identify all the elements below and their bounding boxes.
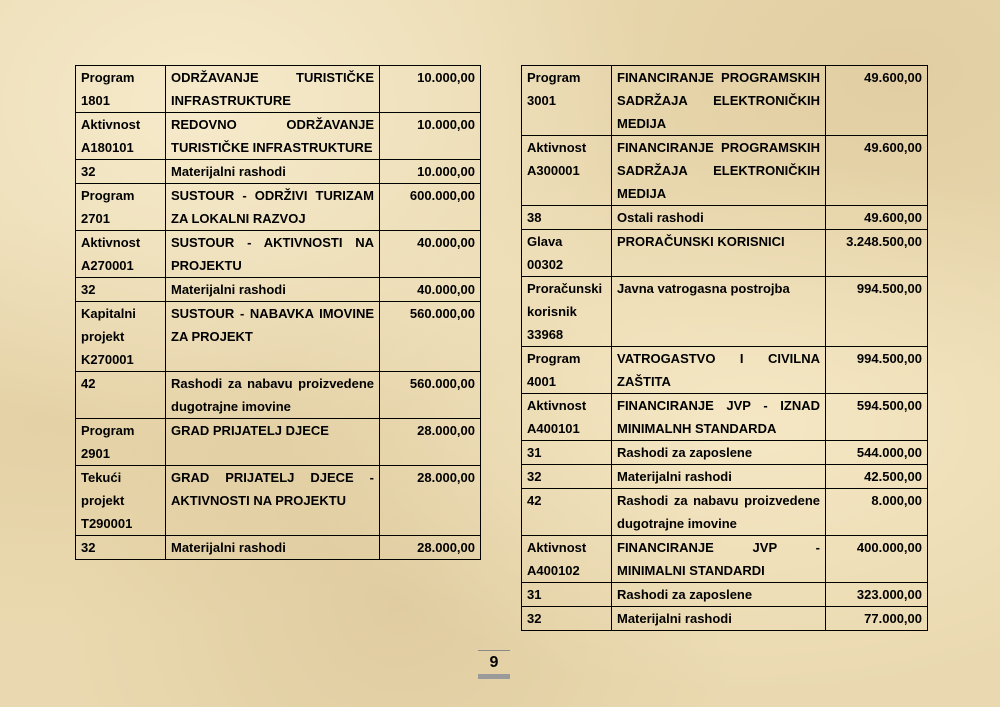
row-code-cell: [522, 607, 612, 631]
row-code-line: 31: [527, 445, 542, 460]
row-code-line: A270001: [81, 258, 134, 273]
row-amount: 10.000,00: [380, 66, 481, 113]
row-name: Rashodi za zaposlene: [612, 583, 826, 607]
row-code-cell: [522, 489, 612, 536]
page-number: 9: [478, 650, 510, 679]
row-name: Materijalni rashodi: [166, 160, 380, 184]
row-code-line: Aktivnost: [81, 235, 141, 250]
row-code-line: 4001: [527, 374, 556, 389]
row-amount: 40.000,00: [380, 278, 481, 302]
table-row: [522, 66, 928, 136]
table-row: [522, 206, 928, 230]
row-name: FINANCIRANJE JVP - MINIMALNI STANDARDI: [612, 536, 826, 583]
row-code-line: 42: [81, 376, 96, 391]
table-row: [522, 230, 928, 277]
row-code-cell: [76, 536, 166, 560]
row-amount: 594.500,00: [826, 394, 928, 441]
table-row: [76, 113, 481, 160]
table-row: [522, 489, 928, 536]
row-name: Rashodi za zaposlene: [612, 441, 826, 465]
table-row: [76, 419, 481, 466]
row-code-line: projekt: [81, 329, 125, 344]
table-row: [522, 277, 928, 347]
row-code-line: 32: [527, 469, 542, 484]
row-code-cell: [522, 206, 612, 230]
row-code-cell: [522, 536, 612, 583]
row-code-line: 38: [527, 210, 542, 225]
row-amount: 994.500,00: [826, 347, 928, 394]
row-name: GRAD PRIJATELJ DJECE - AKTIVNOSTI NA PROJEKTU: [166, 466, 380, 536]
row-amount: 323.000,00: [826, 583, 928, 607]
table-row: [76, 184, 481, 231]
table-row: [76, 160, 481, 184]
row-code-cell: [522, 66, 612, 136]
row-amount: 600.000,00: [380, 184, 481, 231]
row-amount: 560.000,00: [380, 302, 481, 372]
row-code-line: 3001: [527, 93, 556, 108]
table-row: [522, 607, 928, 631]
row-code-line: projekt: [81, 493, 125, 508]
row-code-cell: [76, 113, 166, 160]
row-code-line: 32: [81, 540, 96, 555]
row-amount: 77.000,00: [826, 607, 928, 631]
row-name: Rashodi za nabavu proizvedene dugotrajne imovine: [612, 489, 826, 536]
row-code-line: 1801: [81, 93, 110, 108]
row-code-cell: [76, 372, 166, 419]
row-code-line: 2701: [81, 211, 110, 226]
row-amount: 400.000,00: [826, 536, 928, 583]
budget-table-right-body: [522, 66, 928, 631]
row-code-line: 32: [527, 611, 542, 626]
row-amount: 3.248.500,00: [826, 230, 928, 277]
row-name: FINANCIRANJE PROGRAMSKIH SADRŽAJA ELEKTRONIČKIH MEDIJA: [612, 66, 826, 136]
row-code-line: 31: [527, 587, 542, 602]
row-code-cell: [76, 466, 166, 536]
table-row: [76, 466, 481, 536]
row-amount: 28.000,00: [380, 466, 481, 536]
row-amount: 49.600,00: [826, 206, 928, 230]
row-code-line: 2901: [81, 446, 110, 461]
row-code-cell: [76, 160, 166, 184]
row-code-cell: [522, 230, 612, 277]
budget-table-left-body: [76, 66, 481, 560]
row-name: REDOVNO ODRŽAVANJE TURISTIČKE INFRASTRUKTURE: [166, 113, 380, 160]
row-code-cell: [76, 278, 166, 302]
row-name: Rashodi za nabavu proizvedene dugotrajne imovine: [166, 372, 380, 419]
row-name: FINANCIRANJE JVP - IZNAD MINIMALNH STANDARDA: [612, 394, 826, 441]
row-amount: 10.000,00: [380, 113, 481, 160]
row-amount: 994.500,00: [826, 277, 928, 347]
row-amount: 28.000,00: [380, 419, 481, 466]
row-amount: 40.000,00: [380, 231, 481, 278]
row-name: Ostali rashodi: [612, 206, 826, 230]
row-code-cell: [522, 347, 612, 394]
row-name: VATROGASTVO I CIVILNA ZAŠTITA: [612, 347, 826, 394]
row-name: ODRŽAVANJE TURISTIČKE INFRASTRUKTURE: [166, 66, 380, 113]
table-row: [522, 136, 928, 206]
row-code-line: A180101: [81, 140, 134, 155]
row-code-cell: [76, 419, 166, 466]
row-code-line: A300001: [527, 163, 580, 178]
budget-table-right: [521, 65, 928, 631]
row-code-line: Aktivnost: [81, 117, 141, 132]
row-code-line: Aktivnost: [527, 140, 587, 155]
row-code-line: Aktivnost: [527, 398, 587, 413]
row-code-cell: [76, 302, 166, 372]
row-code-cell: [522, 136, 612, 206]
row-code-line: Aktivnost: [527, 540, 587, 555]
row-code-line: 32: [81, 164, 96, 179]
row-amount: 49.600,00: [826, 136, 928, 206]
row-amount: 42.500,00: [826, 465, 928, 489]
row-code-line: K270001: [81, 352, 134, 367]
row-name: SUSTOUR - AKTIVNOSTI NA PROJEKTU: [166, 231, 380, 278]
table-row: [76, 231, 481, 278]
table-row: [522, 347, 928, 394]
row-code-line: Proračunski: [527, 281, 603, 296]
row-name: Materijalni rashodi: [166, 536, 380, 560]
row-code-line: T290001: [81, 516, 133, 531]
table-row: [76, 66, 481, 113]
row-code-cell: [522, 465, 612, 489]
row-code-line: A400101: [527, 421, 580, 436]
row-name: SUSTOUR - ODRŽIVI TURIZAM ZA LOKALNI RAZVOJ: [166, 184, 380, 231]
table-row: [76, 302, 481, 372]
table-row: [522, 394, 928, 441]
table-row: [76, 278, 481, 302]
table-row: [522, 441, 928, 465]
row-code-cell: [76, 184, 166, 231]
table-row: [522, 465, 928, 489]
row-name: Javna vatrogasna postrojba: [612, 277, 826, 347]
table-row: [76, 372, 481, 419]
row-name: SUSTOUR - NABAVKA IMOVINE ZA PROJEKT: [166, 302, 380, 372]
row-code-line: Program: [527, 70, 581, 85]
row-code-line: Program: [81, 70, 135, 85]
row-amount: 544.000,00: [826, 441, 928, 465]
row-code-line: korisnik: [527, 304, 577, 319]
row-code-cell: [76, 231, 166, 278]
row-code-line: Glava: [527, 234, 563, 249]
row-code-line: 32: [81, 282, 96, 297]
row-code-cell: [522, 277, 612, 347]
table-row: [522, 536, 928, 583]
row-amount: 49.600,00: [826, 66, 928, 136]
row-code-cell: [522, 583, 612, 607]
row-code-cell: [522, 394, 612, 441]
row-code-line: Tekući: [81, 470, 122, 485]
row-code-line: Kapitalni: [81, 306, 136, 321]
row-amount: 8.000,00: [826, 489, 928, 536]
row-name: Materijalni rashodi: [612, 465, 826, 489]
row-code-line: 33968: [527, 327, 564, 342]
row-code-line: A400102: [527, 563, 580, 578]
row-name: FINANCIRANJE PROGRAMSKIH SADRŽAJA ELEKTRONIČKIH MEDIJA: [612, 136, 826, 206]
row-code-line: 00302: [527, 257, 564, 272]
row-code-line: Program: [81, 423, 135, 438]
row-amount: 28.000,00: [380, 536, 481, 560]
table-row: [522, 583, 928, 607]
table-row: [76, 536, 481, 560]
row-code-line: Program: [527, 351, 581, 366]
row-name: Materijalni rashodi: [612, 607, 826, 631]
row-code-line: Program: [81, 188, 135, 203]
row-code-line: 42: [527, 493, 542, 508]
row-name: Materijalni rashodi: [166, 278, 380, 302]
row-code-cell: [76, 66, 166, 113]
row-name: PRORAČUNSKI KORISNICI: [612, 230, 826, 277]
row-name: GRAD PRIJATELJ DJECE: [166, 419, 380, 466]
row-amount: 560.000,00: [380, 372, 481, 419]
row-code-cell: [522, 441, 612, 465]
budget-table-left: [75, 65, 481, 560]
row-amount: 10.000,00: [380, 160, 481, 184]
